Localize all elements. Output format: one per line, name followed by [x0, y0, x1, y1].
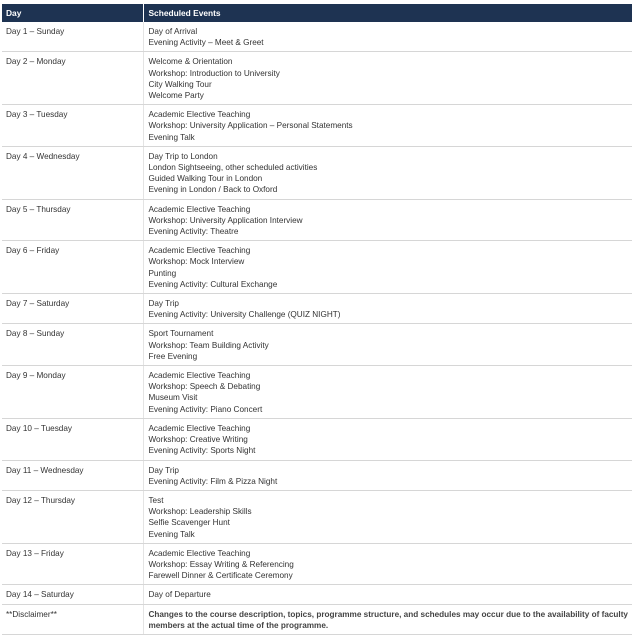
event-item: Welcome Party — [148, 91, 204, 101]
disclaimer-line: Changes to the course description, topics, programme structure, and schedules may occur due to the availability of faculty — [148, 609, 628, 619]
table-row — [2, 22, 632, 52]
day-cell: Day 13 – Friday — [2, 543, 144, 585]
day-cell: Day 5 – Thursday — [2, 199, 144, 241]
event-item: Evening Activity: Film & Pizza Night — [148, 476, 278, 486]
day-cell: Day 4 – Wednesday — [2, 146, 144, 199]
header-scheduled-events: Scheduled Events — [144, 4, 632, 22]
day-cell: Day 10 – Tuesday — [2, 418, 144, 460]
event-item: Academic Elective Teaching — [148, 371, 251, 381]
table-row — [2, 294, 632, 324]
table-row — [2, 366, 632, 419]
header-day: Day — [2, 4, 144, 22]
table-row — [2, 460, 632, 490]
events-cell — [144, 490, 632, 543]
header-row — [2, 4, 632, 22]
event-item: London Sightseeing, other scheduled activities — [148, 163, 318, 173]
event-item: Evening Activity – Meet & Greet — [148, 38, 264, 48]
table-row — [2, 324, 632, 366]
event-item: Workshop: Essay Writing & Referencing — [148, 559, 294, 569]
event-item: Evening Talk — [148, 529, 195, 539]
event-item: Evening Activity: Piano Concert — [148, 404, 263, 414]
day-cell: Day 3 – Tuesday — [2, 105, 144, 147]
event-item: Evening Activity: Cultural Exchange — [148, 279, 278, 289]
events-cell — [144, 585, 632, 604]
event-item: Farewell Dinner & Certificate Ceremony — [148, 571, 293, 581]
events-cell — [144, 105, 632, 147]
event-item: Day Trip — [148, 465, 179, 475]
event-item: Workshop: Leadership Skills — [148, 507, 252, 517]
event-item: Punting — [148, 268, 177, 278]
event-item: Workshop: Introduction to University — [148, 68, 280, 78]
events-cell — [144, 460, 632, 490]
events-cell — [144, 543, 632, 585]
schedule-body — [2, 22, 632, 634]
day-cell: Day 2 – Monday — [2, 52, 144, 105]
day-cell: Day 7 – Saturday — [2, 294, 144, 324]
event-item: Workshop: Mock Interview — [148, 257, 245, 267]
table-row — [2, 490, 632, 543]
event-item: Workshop: Speech & Debating — [148, 382, 261, 392]
event-item: Test — [148, 495, 164, 505]
events-cell — [144, 22, 632, 52]
table-row — [2, 585, 632, 604]
table-row — [2, 199, 632, 241]
event-item: Academic Elective Teaching — [148, 423, 251, 433]
disclaimer-row — [2, 604, 632, 634]
events-cell — [144, 366, 632, 419]
event-item: Academic Elective Teaching — [148, 246, 251, 256]
table-row — [2, 105, 632, 147]
events-cell — [144, 199, 632, 241]
disclaimer-line: members at the actual time of the programme. — [148, 620, 329, 630]
event-item: Evening Activity: University Challenge (QUIZ NIGHT) — [148, 310, 341, 320]
event-item: Workshop: University Application – Personal Statements — [148, 121, 353, 131]
schedule-table — [2, 4, 632, 635]
event-item: Workshop: Creative Writing — [148, 435, 248, 445]
event-item: Free Evening — [148, 351, 198, 361]
event-item: Day Trip to London — [148, 151, 218, 161]
day-cell: Day 1 – Sunday — [2, 22, 144, 52]
events-cell — [144, 324, 632, 366]
day-cell: Day 8 – Sunday — [2, 324, 144, 366]
table-row — [2, 241, 632, 294]
events-cell — [144, 146, 632, 199]
events-cell — [144, 52, 632, 105]
table-row — [2, 418, 632, 460]
day-cell: Day 11 – Wednesday — [2, 460, 144, 490]
day-cell: Day 6 – Friday — [2, 241, 144, 294]
event-item: Evening Activity: Sports Night — [148, 446, 256, 456]
event-item: Day Trip — [148, 299, 179, 309]
event-item: Guided Walking Tour in London — [148, 174, 263, 184]
event-item: Academic Elective Teaching — [148, 110, 251, 120]
day-cell: Day 9 – Monday — [2, 366, 144, 419]
table-row — [2, 146, 632, 199]
event-item: Evening Activity: Theatre — [148, 227, 239, 237]
event-item: Sport Tournament — [148, 329, 214, 339]
event-item: Day of Arrival — [148, 27, 198, 36]
event-item: Workshop: University Application Interview — [148, 215, 303, 225]
event-item: Evening in London / Back to Oxford — [148, 185, 278, 195]
events-cell — [144, 418, 632, 460]
events-cell — [144, 294, 632, 324]
event-item: Selfie Scavenger Hunt — [148, 518, 230, 528]
event-item: Welcome & Orientation — [148, 57, 233, 67]
disclaimer-text — [144, 604, 632, 634]
event-item: Workshop: Team Building Activity — [148, 340, 269, 350]
table-row — [2, 52, 632, 105]
disclaimer-label: **Disclaimer** — [2, 604, 144, 634]
table-row — [2, 543, 632, 585]
event-item: Academic Elective Teaching — [148, 204, 251, 214]
event-item: City Walking Tour — [148, 79, 212, 89]
day-cell: Day 14 – Saturday — [2, 585, 144, 604]
events-cell — [144, 241, 632, 294]
day-cell: Day 12 – Thursday — [2, 490, 144, 543]
event-item: Academic Elective Teaching — [148, 548, 251, 558]
event-item: Day of Departure — [148, 590, 211, 600]
event-item: Evening Talk — [148, 132, 195, 142]
event-item: Museum Visit — [148, 393, 198, 403]
